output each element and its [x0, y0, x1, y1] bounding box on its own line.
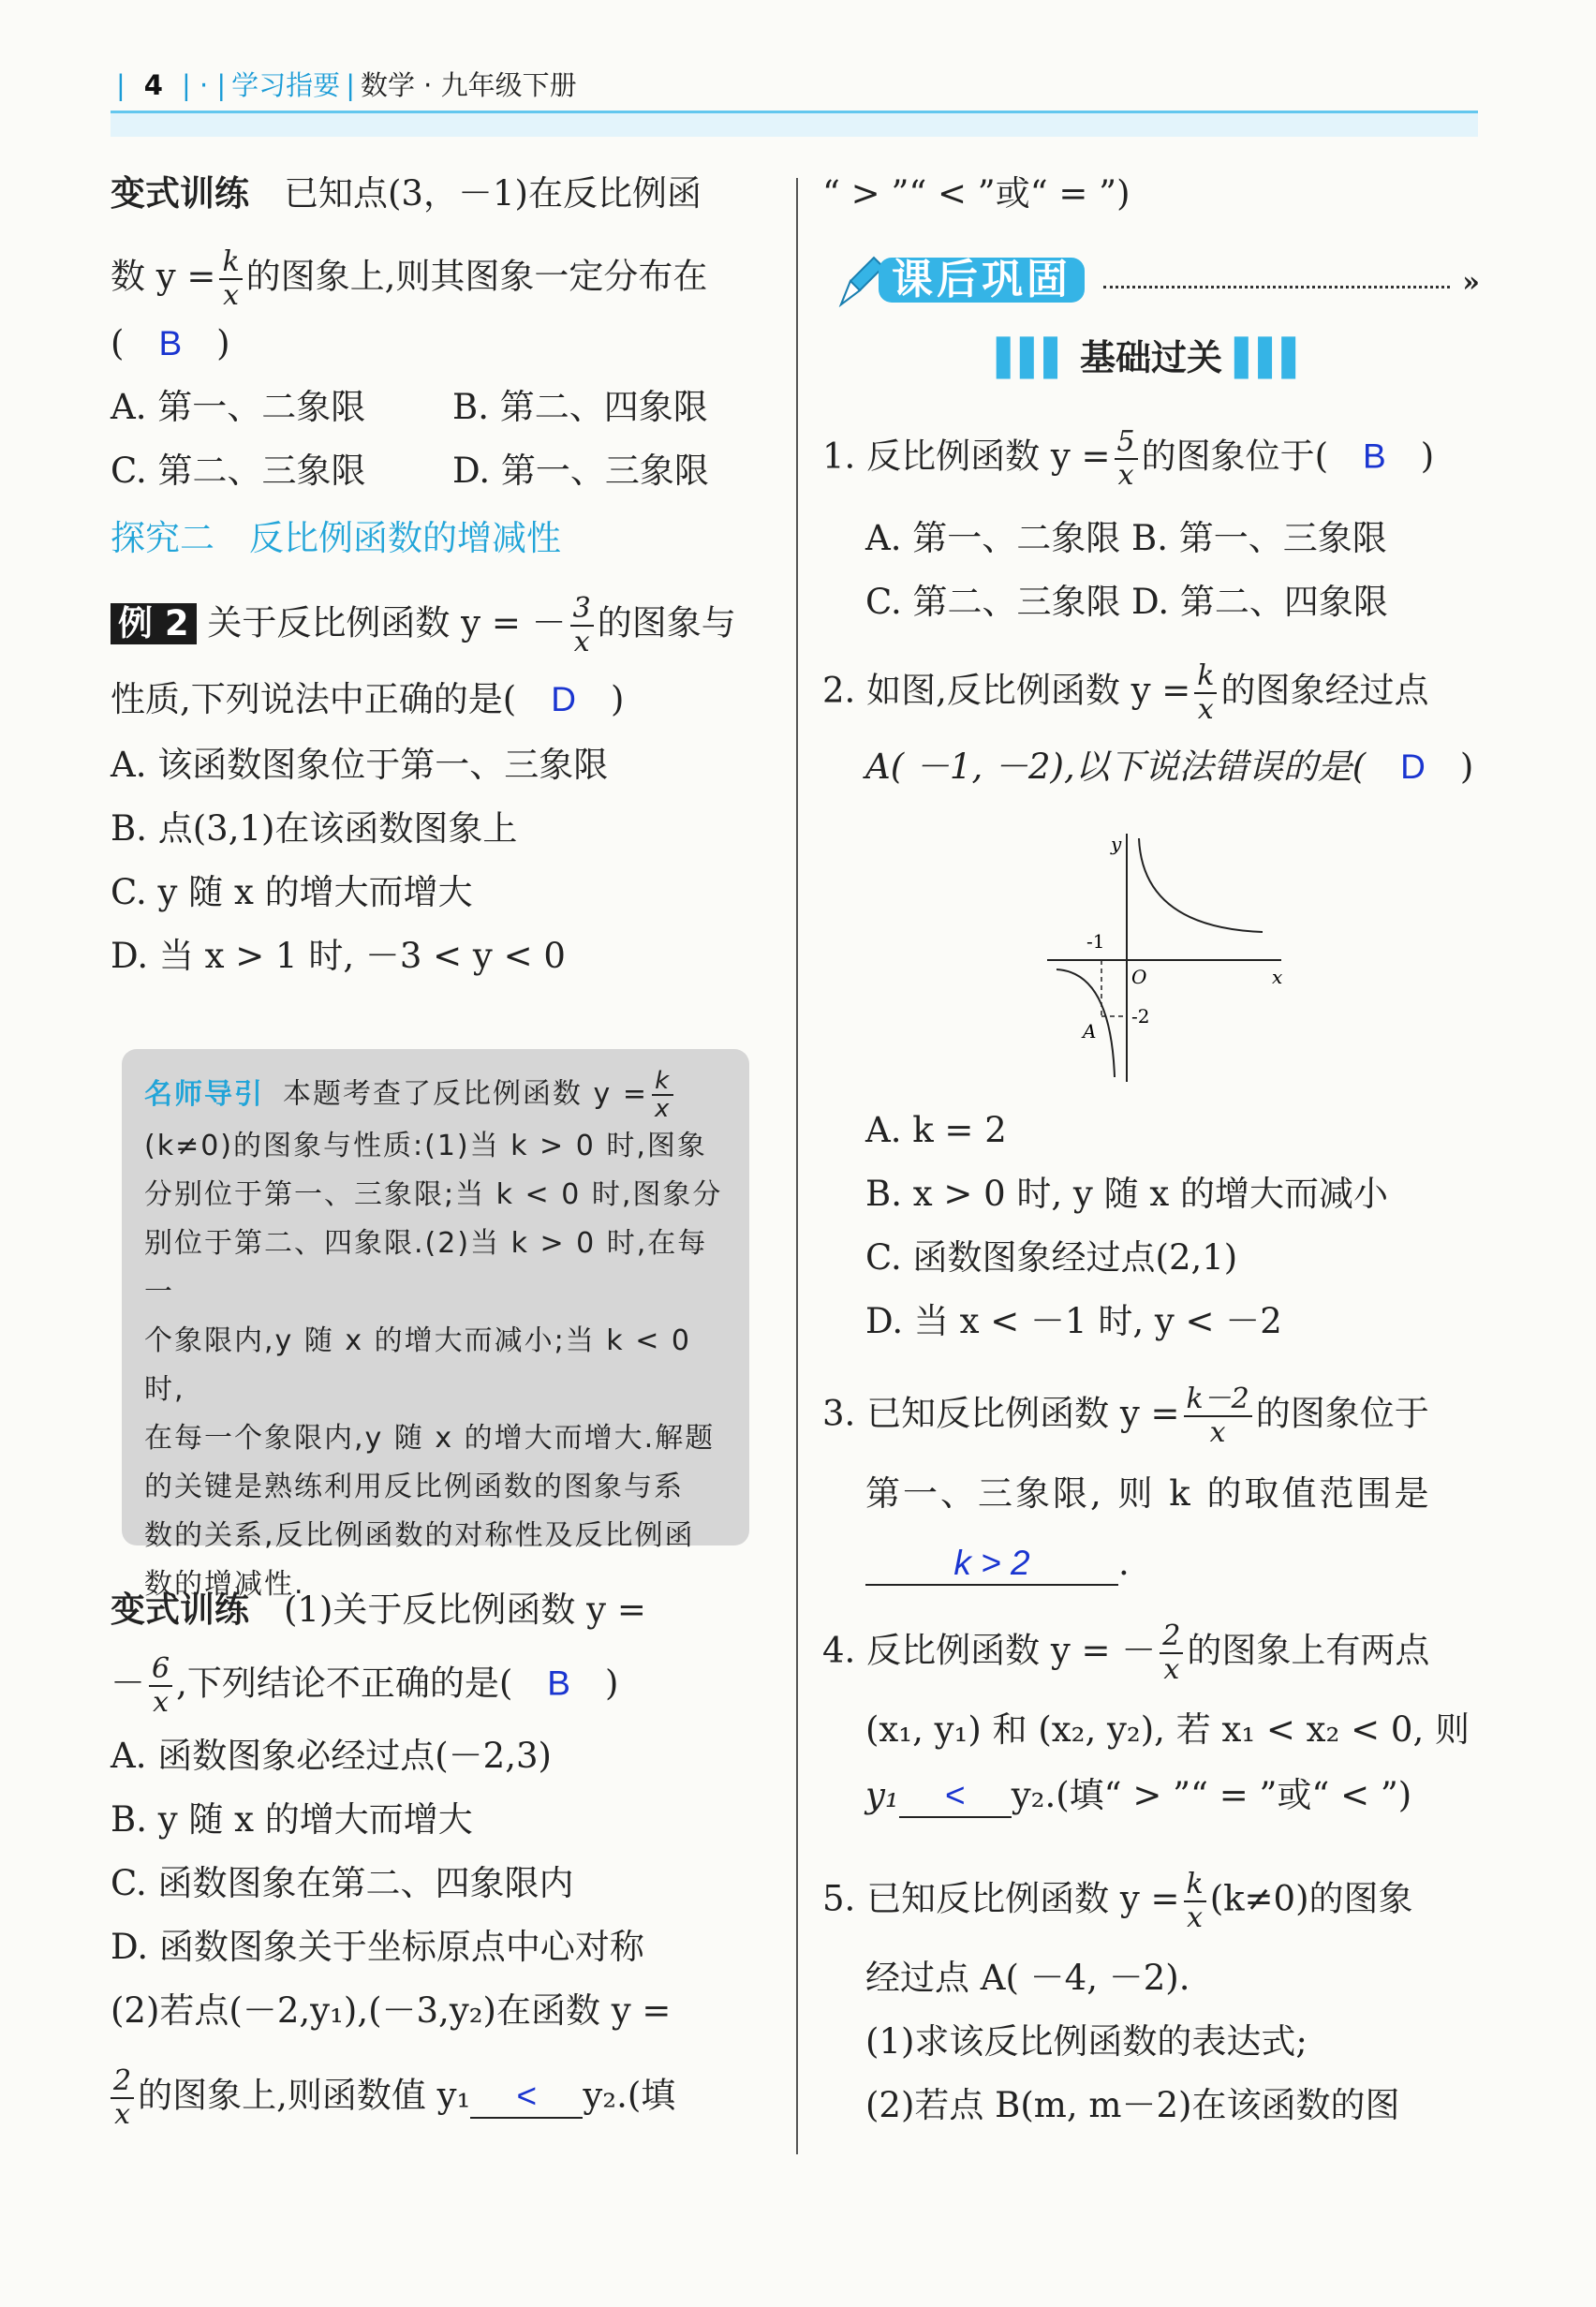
fraction: $\frac{k-2}{x}$	[1184, 1383, 1252, 1449]
q3-line3: k > 2 .	[865, 1543, 1130, 1586]
x-axis-label: x	[1272, 966, 1283, 988]
fraction: $\frac{2}{x}$	[1160, 1620, 1183, 1686]
guide-label: 学习指要	[231, 69, 341, 101]
chevron-right-icon: »	[1462, 266, 1480, 299]
q5-line1: 5. 已知反比例函数 y = $\frac{k}{x}$ (k≠0)的图象	[822, 1868, 1413, 1934]
origin-label: O	[1131, 966, 1147, 988]
variant2-option-c: C. 函数图象在第二、四象限内	[111, 1863, 574, 1903]
explore-heading: 探究二 反比例函数的增减性	[111, 518, 561, 558]
variant2-line1: 变式训练 (1)关于反比例函数 y =	[111, 1590, 646, 1630]
fraction: $\frac{k}{x}$	[652, 1068, 673, 1122]
variant2-option-d: D. 函数图象关于坐标原点中心对称	[111, 1927, 644, 1967]
q2-line2: A( －1, －2),以下说法错误的是( D )	[865, 747, 1474, 787]
answer-blank: k > 2	[865, 1543, 1118, 1586]
page-header: | 4 | · | 学习指要 | 数学 · 九年级下册	[116, 69, 577, 101]
example2-option-c: C. y 随 x 的增大而增大	[111, 872, 473, 912]
q1-option-a: A. 第一、二象限	[865, 518, 1121, 558]
answer: D	[1400, 747, 1426, 786]
q4-line1: 4. 反比例函数 y = － $\frac{2}{x}$ 的图象上有两点	[822, 1619, 1430, 1686]
q1-line1: 1. 反比例函数 y = $\frac{5}{x}$ 的图象位于( B )	[822, 425, 1435, 492]
answer-blank: <	[899, 1775, 1012, 1818]
q5-line4: (2)若点 B(m, m－2)在该函数的图	[865, 2085, 1400, 2125]
answer: D	[551, 680, 576, 718]
after-class-banner	[822, 253, 1480, 318]
tip-label: 名师导引	[144, 1077, 264, 1111]
q3-line2: 第一、三象限, 则 k 的取值范围是	[865, 1473, 1432, 1514]
q1-option-b: B. 第一、三象限	[1131, 518, 1387, 558]
teacher-tip-box: 名师导引 本题考查了反比例函数 y = $\frac{k}{x}$ (k≠0)的图象与性质:(1)当 k > 0 时,图象 分别位于第一、三象限;当 k < 0 时,图象分 别位于第二、四象限.(2)当 k > 0 时,在每一 个象限内,y 随 x 的增大而减小;当 k < 0 时, 在每一个象限内,y 随 x 的增大而增大.解题 的关键是熟练利用反比例函数的图象与系 数的关系,反比例函数的对称性及反比例函 数的增减性.	[122, 1049, 749, 1545]
point-a-label: A	[1083, 1020, 1097, 1043]
header-rule	[111, 111, 1478, 137]
q4-line2: (x₁, y₁) 和 (x₂, y₂), 若 x₁ < x₂ < 0, 则	[865, 1709, 1470, 1750]
fraction: $\frac{3}{x}$	[570, 593, 594, 658]
q2-option-a: A. k = 2	[865, 1110, 1007, 1150]
variant2-line2: － $\frac{6}{x}$ ,下列结论不正确的是( B )	[111, 1652, 619, 1719]
column-divider	[796, 178, 798, 2154]
q1-option-c: C. 第二、三象限	[865, 582, 1121, 622]
banner-dotted-line	[1103, 286, 1450, 288]
y-axis-label: y	[1111, 833, 1122, 855]
q5-line3: (1)求该反比例函数的表达式;	[865, 2021, 1308, 2062]
fraction: $\frac{k}{x}$	[1184, 1869, 1206, 1934]
variant2-part2-line2: $\frac{2}{x}$ 的图象上,则函数值 y₁ < y₂.(填	[111, 2065, 675, 2131]
fraction: $\frac{k}{x}$	[219, 246, 242, 312]
q1-option-d: D. 第二、四象限	[1131, 582, 1388, 622]
q3-line1: 3. 已知反比例函数 y = $\frac{k-2}{x}$ 的图象位于	[822, 1383, 1429, 1449]
variant2-option-b: B. y 随 x 的增大而增大	[111, 1799, 473, 1840]
example2-line1: 例 2 关于反比例函数 y = － $\frac{3}{x}$ 的图象与	[111, 593, 736, 658]
example2-line2: 性质,下列说法中正确的是( D )	[111, 679, 625, 719]
answer-blank: <	[470, 2076, 583, 2119]
example2-option-b: B. 点(3,1)在该函数图象上	[111, 808, 518, 849]
fraction: $\frac{2}{x}$	[111, 2065, 134, 2131]
variant1-option-c: C. 第二、三象限	[111, 451, 366, 491]
q2-line1: 2. 如图,反比例函数 y = $\frac{k}{x}$ 的图象经过点	[822, 659, 1429, 726]
subject-label: 数学 · 九年级下册	[360, 69, 577, 101]
answer: B	[1363, 436, 1386, 476]
hyperbola-graph	[1038, 824, 1291, 1087]
continued-text: “ > ”“ < ”或“ = ”)	[822, 173, 1130, 214]
curve-q1	[1139, 838, 1263, 932]
example-tag: 例 2	[111, 603, 197, 644]
fraction: $\frac{6}{x}$	[149, 1653, 172, 1719]
tick-y-label: -2	[1131, 1005, 1150, 1028]
banner-title: 课后巩固	[879, 258, 1085, 303]
variant1-option-b: B. 第二、四象限	[452, 387, 708, 427]
example2-option-a: A. 该函数图象位于第一、三象限	[111, 745, 609, 785]
variant1-line2: 数 y = $\frac{k}{x}$ 的图象上,则其图象一定分布在	[111, 245, 708, 312]
variant1-option-a: A. 第一、二象限	[111, 387, 366, 427]
q2-option-c: C. 函数图象经过点(2,1)	[865, 1237, 1238, 1278]
variant1-answer-line: ( B )	[111, 323, 230, 363]
variant1-line1: 变式训练 已知点(3，－1)在反比例函	[111, 173, 702, 214]
q2-option-d: D. 当 x < －1 时, y < －2	[865, 1301, 1282, 1341]
fraction: $\frac{5}{x}$	[1115, 426, 1138, 492]
fraction: $\frac{k}{x}$	[1194, 660, 1217, 726]
q5-line2: 经过点 A( －4, －2).	[865, 1958, 1190, 1998]
variant1-option-d: D. 第一、三象限	[452, 451, 709, 491]
q2-option-b: B. x > 0 时, y 随 x 的增大而减小	[865, 1174, 1388, 1214]
section-title: ▌▌▌ 基础过关 ▌▌▌	[997, 337, 1306, 378]
variant2-option-a: A. 函数图象必经过点(－2,3)	[111, 1736, 552, 1776]
example2-option-d: D. 当 x > 1 时, －3 < y < 0	[111, 936, 566, 976]
page-number: 4	[143, 69, 163, 101]
q4-line3: y₁ < y₂.(填“ > ”“ = ”或“ < ”)	[865, 1775, 1411, 1818]
tick-x-label: -1	[1086, 930, 1105, 953]
answer: B	[547, 1664, 570, 1703]
answer: B	[158, 324, 183, 362]
variant2-part2-line1: (2)若点(－2,y₁),(－3,y₂)在函数 y =	[111, 1990, 672, 2031]
